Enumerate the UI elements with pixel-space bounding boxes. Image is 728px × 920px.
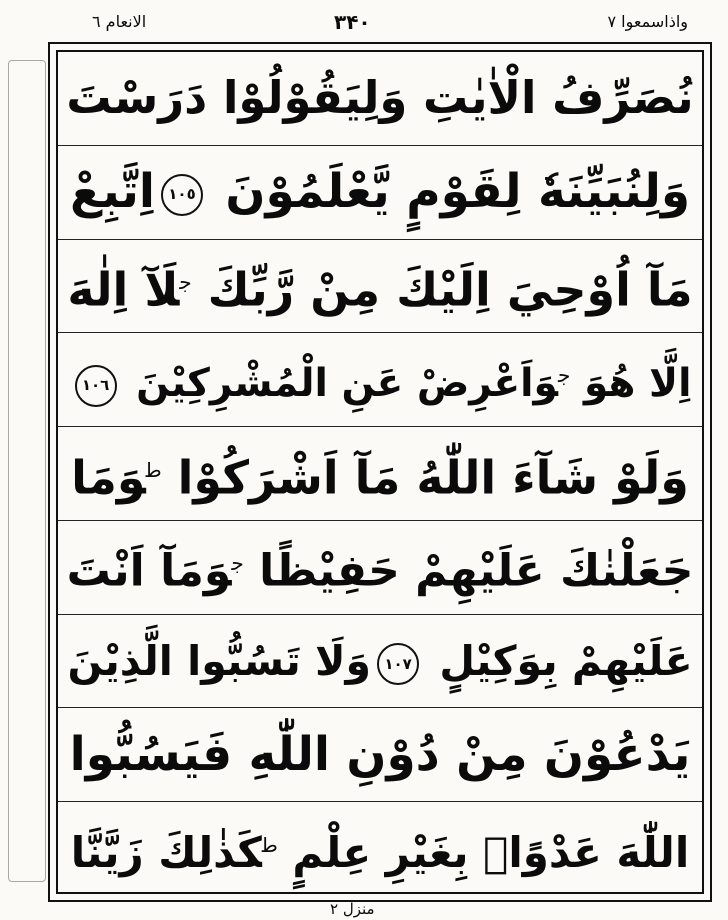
verse-text-segment: وَلِنُبَيِّنَهٗ لِقَوْمٍ يَّعْلَمُوْنَ bbox=[225, 164, 691, 220]
verse-text-segment: اِتَّبِعْ bbox=[69, 164, 155, 220]
waqf-pause-mark: ج bbox=[231, 550, 244, 575]
verse-line bbox=[58, 521, 702, 615]
page-header bbox=[0, 8, 728, 42]
verse-text-segment: وَلَا تَسُبُّوا الَّذِيْنَ bbox=[67, 637, 372, 686]
page-edge-decoration bbox=[8, 60, 46, 882]
verse-line bbox=[58, 240, 702, 334]
ayah-number-marker: ١٠٧ bbox=[377, 643, 419, 685]
verse-line-text bbox=[70, 713, 691, 797]
verse-line bbox=[58, 52, 702, 146]
page-number: ۳۴۰ bbox=[334, 10, 371, 34]
verse-line-text bbox=[71, 428, 689, 519]
waqf-pause-mark: ج bbox=[558, 363, 571, 388]
verse-line bbox=[58, 708, 702, 802]
verse-line-text bbox=[70, 150, 690, 234]
verse-line bbox=[58, 615, 702, 709]
verse-lines-container bbox=[58, 52, 702, 892]
verse-text-segment: لَآ اِلٰهَ bbox=[67, 262, 180, 317]
ayah-number-marker: ١٠٦ bbox=[75, 365, 117, 407]
verse-line bbox=[58, 427, 702, 521]
waqf-pause-mark: ط bbox=[145, 457, 162, 482]
manzil-label: منزل ٢ bbox=[330, 900, 375, 918]
verse-text-segment: يَدْعُوْنَ مِنْ دُوْنِ اللّٰهِ فَيَسُبُّوا bbox=[69, 726, 691, 782]
verse-line-text bbox=[69, 333, 692, 426]
verse-text-segment: وَلَوْ شَآءَ اللّٰهُ مَآ اَشْرَكُوْا bbox=[177, 450, 689, 505]
verse-line bbox=[58, 333, 702, 427]
waqf-pause-mark: ط bbox=[261, 833, 278, 858]
verse-text-segment: جَعَلْنٰكَ عَلَيْهِمْ حَفِيْظًا bbox=[259, 545, 694, 597]
ayah-number-marker: ١٠٥ bbox=[161, 174, 203, 216]
verse-line-text bbox=[67, 619, 692, 703]
verse-line-text bbox=[71, 803, 689, 895]
verse-text-segment: اللّٰهَ عَدْوًاۢ بِغَيْرِ عِلْمٍ bbox=[292, 828, 690, 878]
verse-text-segment: كَذٰلِكَ زَيَّنَّا bbox=[70, 828, 262, 878]
verse-line bbox=[58, 802, 702, 896]
verse-line-text bbox=[66, 56, 693, 140]
verse-line bbox=[58, 146, 702, 240]
page-frame bbox=[48, 42, 712, 902]
page-footer bbox=[0, 902, 728, 920]
verse-text-segment: وَمَآ اَنْتَ bbox=[66, 545, 232, 597]
verse-text-segment: اِلَّا هُوَ bbox=[583, 361, 692, 407]
juz-name-label: واذاسمعوا ٧ bbox=[607, 12, 688, 31]
verse-line-text bbox=[67, 521, 694, 614]
verse-text-segment: مَآ اُوْحِيَ اِلَيْكَ مِنْ رَّبِّكَ bbox=[207, 262, 693, 317]
verse-line-text bbox=[67, 240, 692, 331]
surah-name-label: الانعام ٦ bbox=[92, 12, 147, 31]
waqf-pause-mark: ج bbox=[179, 270, 192, 295]
verse-text-segment: عَلَيْهِمْ بِوَكِيْلٍ bbox=[439, 637, 693, 686]
verse-text-segment: وَمَا bbox=[71, 450, 146, 505]
verse-text-segment: نُصَرِّفُ الْاٰيٰتِ وَلِيَقُوْلُوْا دَرَسْتَ bbox=[66, 71, 694, 125]
verse-text-segment: وَاَعْرِضْ عَنِ الْمُشْرِكِيْنَ bbox=[136, 361, 559, 407]
